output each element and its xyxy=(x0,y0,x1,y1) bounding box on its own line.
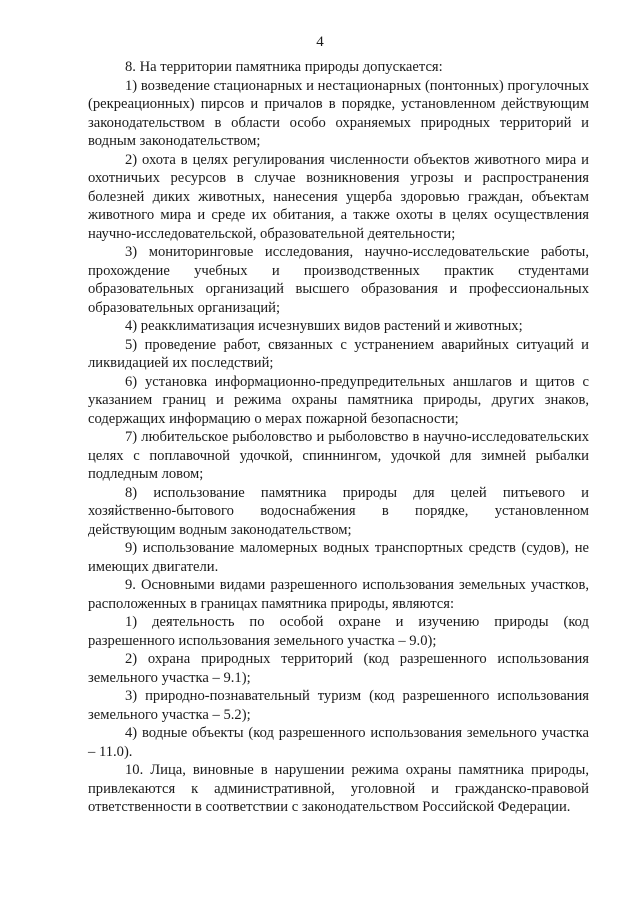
clause-9-item-3: 3) природно-познавательный туризм (код разрешенного использования земельного участка – 5.2); xyxy=(88,688,589,723)
clause-10: 10. Лица, виновные в нарушении режима охраны памятника природы, привлекаются к административной, уголовной и гражданско-правовой ответственности в соответствии с законодательством Российской Федерации. xyxy=(88,762,589,815)
clause-9-item-4: 4) водные объекты (код разрешенного использования земельного участка – 11.0). xyxy=(88,725,589,760)
clause-8-item-7: 7) любительское рыболовство и рыболовство в научно-исследовательских целях с поплавочной удочкой, спиннингом, удочкой для зимней рыбалки подледным ловом; xyxy=(88,429,589,482)
clause-9-item-2: 2) охрана природных территорий (код разрешенного использования земельного участка – 9.1); xyxy=(88,651,589,686)
clause-8-item-9: 9) использование маломерных водных транспортных средств (судов), не имеющих двигатели. xyxy=(88,540,589,575)
clause-8-heading: 8. На территории памятника природы допускается: xyxy=(125,59,443,75)
clause-8-item-2: 2) охота в целях регулирования численности объектов животного мира и охотничьих ресурсов в случае возникновения угрозы и распространения болезней диких животных, нанесения ущерба здоровью граждан, объектам животного мира и среде их обитания, а также охоты в целях осуществления научно-исследовательской, образовательной деятельности; xyxy=(88,151,589,242)
clause-9-item-1: 1) деятельность по особой охране и изучению природы (код разрешенного использования земельного участка – 9.0); xyxy=(88,614,589,649)
clause-8-item-3: 3) мониторинговые исследования, научно-исследовательские работы, прохождение учебных и производственных практик студентами образовательных организаций высшего образования и профессиональных образовательных организаций; xyxy=(88,244,589,316)
clause-8-item-1: 1) возведение стационарных и нестационарных (понтонных) прогулочных (рекреационных) пирсов и причалов в порядке, установленном действующим законодательством в области особо охраняемых природных территорий и водным законодательством; xyxy=(88,77,589,149)
clause-8-item-5: 5) проведение работ, связанных с устранением аварийных ситуаций и ликвидацией их последствий; xyxy=(88,336,589,371)
clause-8-item-4: 4) реакклиматизация исчезнувших видов растений и животных; xyxy=(125,318,523,334)
clause-8-item-6: 6) установка информационно-предупредительных аншлагов и щитов с указанием границ и режима охраны памятника природы, других знаков, содержащих информацию о мерах пожарной безопасности; xyxy=(88,373,589,427)
clause-9-heading: 9. Основными видами разрешенного использования земельных участков, расположенных в границах памятника природы, являются: xyxy=(88,577,589,612)
clause-8-item-8: 8) использование памятника природы для целей питьевого и хозяйственно-бытового водоснабжения в порядке, установленном действующим водным законодательством; xyxy=(88,484,589,538)
page-number: 4 xyxy=(316,34,324,50)
document-body xyxy=(88,58,589,817)
